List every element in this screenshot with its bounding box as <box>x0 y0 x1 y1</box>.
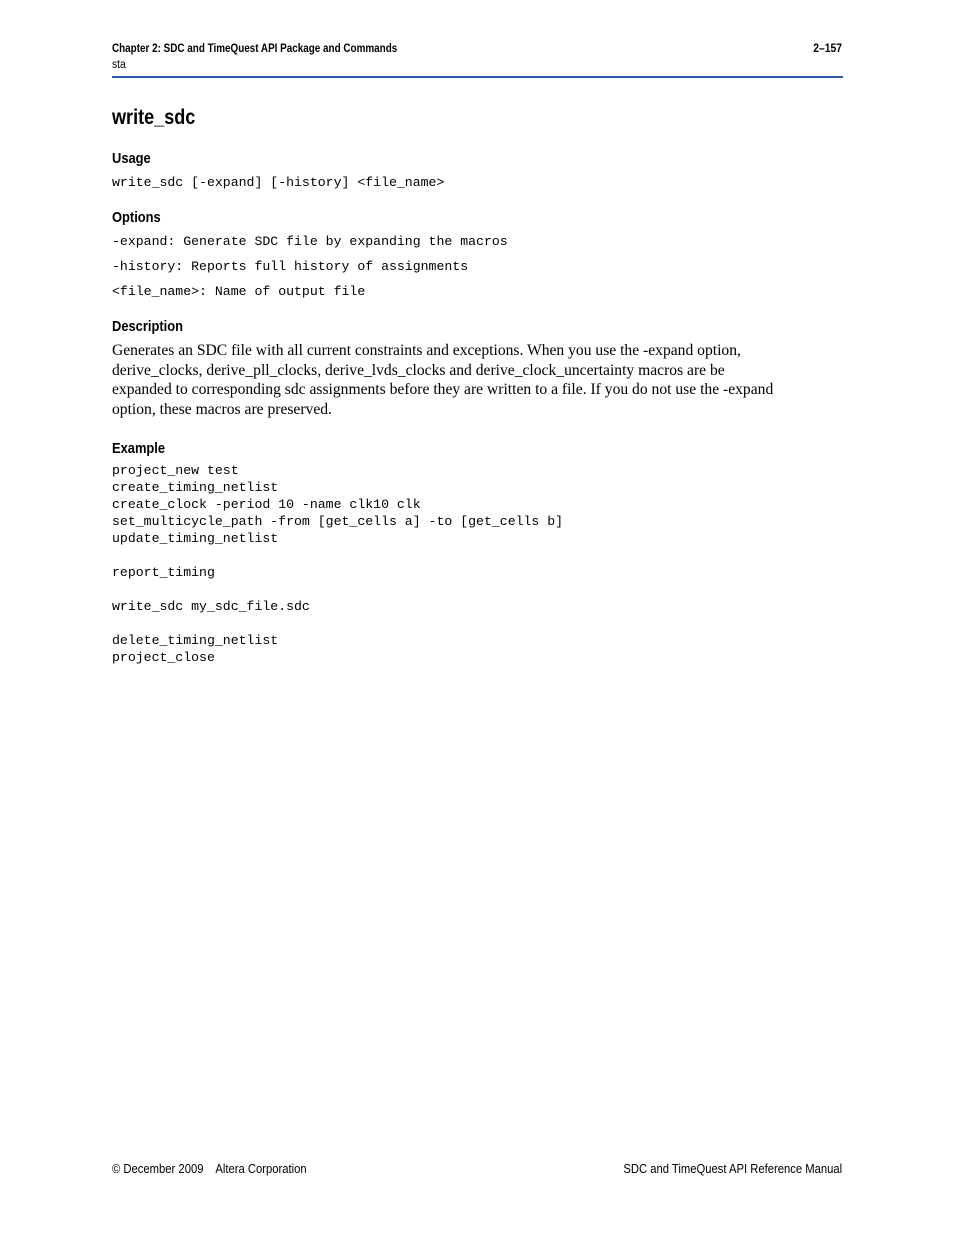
code-line: delete_timing_netlist <box>112 633 279 648</box>
description-line: option, these macros are preserved. <box>112 400 332 418</box>
code-line: create_clock -period 10 -name clk10 clk <box>112 497 421 512</box>
usage-syntax: write_sdc [-expand] [-history] <file_name> <box>112 175 445 190</box>
example-heading: Example <box>112 440 166 457</box>
option-file-name: <file_name>: Name of output file <box>112 284 366 299</box>
options-heading: Options <box>112 209 161 226</box>
description-line: expanded to corresponding sdc assignments before they are written to a file. If you do not use the -expand <box>112 381 774 398</box>
option-history: -history: Reports full history of assignments <box>112 259 469 274</box>
description-heading: Description <box>112 318 183 335</box>
code-line: report_timing <box>112 565 215 580</box>
description-paragraph <box>112 341 847 419</box>
code-line: set_multicycle_path -from [get_cells a] -to [get_cells b] <box>112 514 564 529</box>
example-code-block <box>112 462 563 666</box>
command-title: write_sdc <box>112 106 196 129</box>
footer-copyright: © December 2009 Altera Corporation <box>112 1162 307 1176</box>
page-number: 2–157 <box>813 43 842 55</box>
description-line: derive_clocks, derive_pll_clocks, derive_lvds_clocks and derive_clock_uncertainty macros are be <box>112 361 725 379</box>
footer-manual-title: SDC and TimeQuest API Reference Manual <box>623 1162 842 1176</box>
code-line-blank <box>112 581 563 598</box>
code-line: create_timing_netlist <box>112 480 279 495</box>
header-rule <box>112 76 843 78</box>
code-line: write_sdc my_sdc_file.sdc <box>112 599 310 614</box>
description-line: Generates an SDC file with all current constraints and exceptions. When you use the -expand option, <box>112 342 741 359</box>
code-line: project_close <box>112 650 215 665</box>
code-line: update_timing_netlist <box>112 531 279 546</box>
code-line-blank <box>112 547 563 564</box>
code-line: project_new test <box>112 463 239 478</box>
code-line-blank <box>112 615 563 632</box>
usage-heading: Usage <box>112 150 151 167</box>
running-header-section: sta <box>112 59 126 71</box>
option-expand: -expand: Generate SDC file by expanding the macros <box>112 234 508 249</box>
running-header-chapter: Chapter 2: SDC and TimeQuest API Package and Commands <box>112 43 398 55</box>
